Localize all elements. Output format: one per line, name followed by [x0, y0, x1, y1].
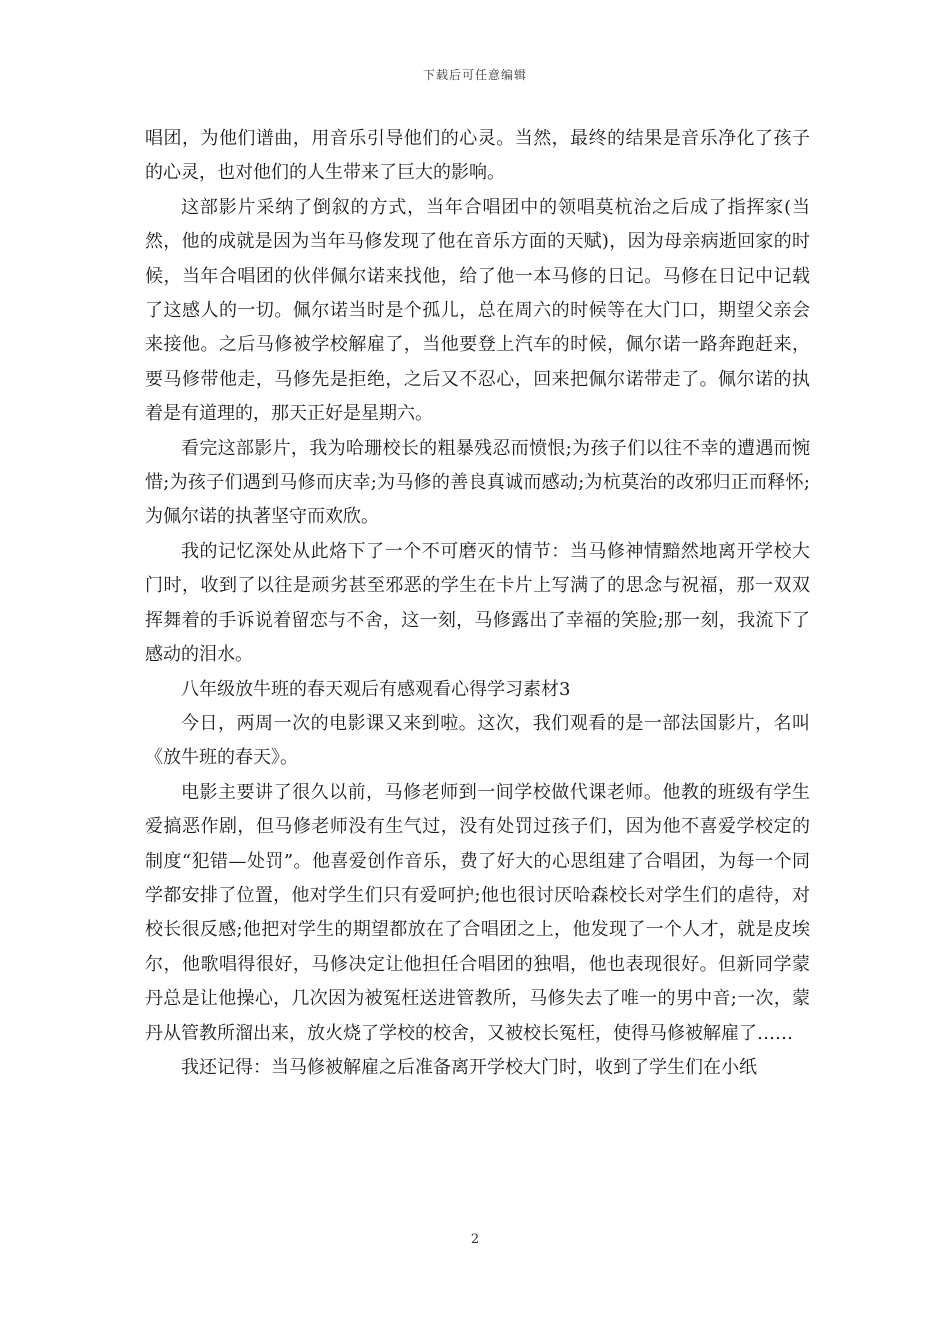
section-heading: 八年级放牛班的春天观后有感观看心得学习素材3 — [181, 678, 571, 700]
page-header: 下载后可任意编辑 — [422, 68, 527, 82]
page-number: 2 — [470, 1232, 480, 1247]
paragraph: 这部影片采纳了倒叙的方式，当年合唱团中的领唱莫杭治之后成了指挥家(当然，他的成就是因为当年马修发现了他在音乐方面的天赋)，因为母亲病逝回家的时候，当年合唱团的伙伴佩尔诺来找他，给了他一本马修的日记。马修在日记中记载了这感人的一切。佩尔诺当时是个孤儿，总在周六的时候等在大门口，期望父亲会来接他。之后马修被学校解雇了，当他要登上汽车的时候，佩尔诺一路奔跑赶来，要马修带他走，马修先是拒绝，之后又不忍心，回来把佩尔诺带走了。佩尔诺的执着是有道理的，那天正好是星期六。 — [145, 196, 810, 425]
paragraph: 看完这部影片，我为哈珊校长的粗暴残忍而愤恨;为孩子们以往不幸的遭遇而惋惜;为孩子们遇到马修而庆幸;为马修的善良真诚而感动;为杭莫治的改邪归正而释怀;为佩尔诺的执著坚守而欢欣。 — [145, 437, 810, 528]
paragraph: 电影主要讲了很久以前，马修老师到一间学校做代课老师。他教的班级有学生爱搞恶作剧，但马修老师没有生气过，没有处罚过孩子们，因为他不喜爱学校定的制度“犯错—处罚”。他喜爱创作音乐，费了好大的心思组建了合唱团，为每一个同学都安排了位置，他对学生们只有爱呵护;他也很讨厌哈森校长对学生们的虐待，对校长很反感;他把对学生的期望都放在了合唱团之上，他发现了一个人才，就是皮埃尔，他歌唱得很好，马修决定让他担任合唱团的独唱，他也表现很好。但新同学蒙丹总是让他操心，几次因为被冤枉送进管教所，马修失去了唯一的男中音;一次，蒙丹从管教所溜出来，放火烧了学校的校舍，又被校长冤枉，使得马修被解雇了…… — [145, 781, 810, 1044]
document-body — [145, 122, 810, 1085]
paragraph: 今日，两周一次的电影课又来到啦。这次，我们观看的是一部法国影片，名叫《放牛班的春天》。 — [145, 712, 810, 769]
paragraph-continuation: 唱团，为他们谱曲，用音乐引导他们的心灵。当然，最终的结果是音乐净化了孩子的心灵，也对他们的人生带来了巨大的影响。 — [145, 128, 810, 184]
paragraph: 我的记忆深处从此烙下了一个不可磨灭的情节：当马修神情黯然地离开学校大门时，收到了以往是顽劣甚至邪恶的学生在卡片上写满了的思念与祝福，那一双双挥舞着的手诉说着留恋与不舍，这一刻，马修露出了幸福的笑脸;那一刻，我流下了感动的泪水。 — [145, 540, 810, 666]
paragraph: 我还记得：当马修被解雇之后准备离开学校大门时，收到了学生们在小纸 — [181, 1056, 757, 1078]
